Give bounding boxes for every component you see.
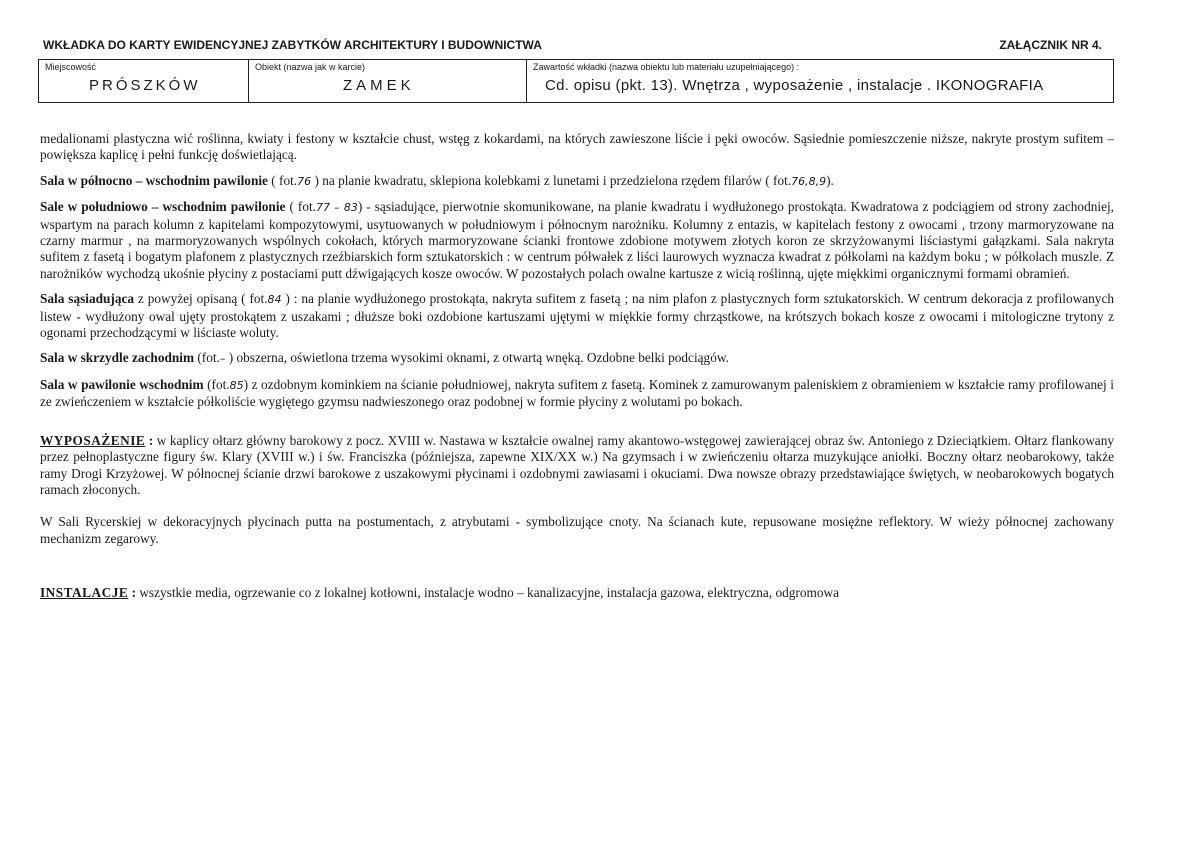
header-fields bbox=[38, 59, 1114, 103]
heading-west-wing: Sala w skrzydle zachodnim bbox=[40, 350, 195, 366]
paragraph-adjacent-hall bbox=[40, 291, 1114, 341]
text: (fot. bbox=[194, 350, 220, 366]
text: ) na planie kwadratu, sklepiona kolebkami z lunetami i przedzielona rzędem filarów ( fot. bbox=[311, 172, 792, 188]
photo-ref: – bbox=[219, 352, 226, 366]
text: (fot. bbox=[203, 376, 230, 392]
heading-adjacent-hall: Sala sąsiadująca bbox=[40, 291, 135, 307]
contents-label: Zawartość wkładki (nazwa obiektu lub materiału uzupełniającego) : bbox=[533, 62, 800, 72]
paragraph-furnishings bbox=[40, 433, 1114, 499]
contents-value: Cd. opisu (pkt. 13). Wnętrza , wyposażenie , instalacje . IKONOGRAFIA bbox=[545, 77, 1044, 94]
heading-furnishings: WYPOSAŻENIE bbox=[40, 432, 146, 448]
text: ) - sąsiadujące, pierwotnie skomunikowane, na planie kwadratu i wydłużonego prostokąta. Kwadratowa z podciągiem od strony zachodniej, wspartym na parach kolumn z kapitelami kompozytowymi, usytuowanych w południowym i północnym narożniku. Kolumny z entazis, w kapitelach festony z owocami , trzony marmoryzowane na czarny marmur , na marmoryzowanych wspólnych cokołach, których marmoryzowane ścianki frontowe zdobione motywem złotych koron ze skrzyżowanymi liściastymi gałązkami. Sala nakryta sufitem z fasetą i bogatym plafonem z plastycznych rzeźbiarskich form sztukatorskich : w centrum półwałek z liści laurowych wyznacza kwadrat z półkolami na każdym boku ; w półkolach muszle. Z narożników wychodzą ukośnie płyciny z postaciami putt dźwigających kosze owoców. W pozostałych polach owalne kartusze z wicią roślinną, ujęte miękkimi organicznymi formami obramień. bbox=[40, 199, 1114, 281]
text: ( fot. bbox=[267, 172, 298, 188]
text: wszystkie media, ogrzewanie co z lokalnej kotłowni, instalacje wodno – kanalizacyjne, instalacja gazowa, elektryczna, odgromowa bbox=[139, 585, 839, 601]
object-value: ZAMEK bbox=[343, 77, 415, 94]
annex-number: ZAŁĄCZNIK NR 4. bbox=[999, 38, 1102, 52]
text: ) obszerna, oświetlona trzema wysokimi oknami, z otwartą wnęką. Ozdobne belki podciągów. bbox=[225, 350, 729, 366]
place-field bbox=[39, 60, 249, 102]
place-label: Miejscowość bbox=[45, 62, 97, 72]
paragraph-chapel: medalionami plastyczna wić roślinna, kwiaty i festony w kształcie chust, wstęg z kokardami, na których zawieszone liście i pęki owoców. Sąsiednie pomieszczenie niższe, nakryte prostym sufitem – powiększa kaplicę i pełni funkcję doświetlającą. bbox=[40, 131, 1114, 163]
paragraph-knights-hall: W Sali Rycerskiej w dekoracyjnych płycinach putta na postumentach, z atrybutami - symbolizujące cnoty. Na ścianach kute, repusowane mosiężne reflektory. W wieży północnej zachowany mechanizm zegarowy. bbox=[40, 514, 1114, 546]
heading-east-pavilion: Sala w pawilonie wschodnim bbox=[40, 376, 204, 392]
text: ) : na planie wydłużonego prostokąta, nakryta sufitem z fasetą ; na nim plafon z plastycznych form sztukatorskich. W centrum dekoracja z profilowanych listew - wydłużony owal ujęty prostokątem z uszakami ; dłuższe boki ozdobione kartuszami ujętymi w miękkie formy chrząstkowe, na krótszych bokach kosze z owocami i mitologiczne trytony z ogonami przechodzącymi w liściaste woluty. bbox=[40, 291, 1114, 341]
heading-installations: INSTALACJE bbox=[40, 585, 129, 601]
photo-ref: 76,8,9 bbox=[791, 174, 827, 188]
text: ( fot. bbox=[285, 199, 316, 215]
document-title: WKŁADKA DO KARTY EWIDENCYJNEJ ZABYTKÓW ARCHITEKTURY I BUDOWNICTWA bbox=[43, 38, 542, 52]
paragraph-installations bbox=[40, 585, 1114, 601]
paragraph-east-pavilion bbox=[40, 377, 1114, 411]
separator: : bbox=[128, 585, 140, 601]
paragraph-west-wing bbox=[40, 350, 1114, 367]
photo-ref: 77 – 83 bbox=[315, 201, 358, 215]
text: w kaplicy ołtarz główny barokowy z pocz. XVIII w. Nastawa w kształcie owalnej ramy akantowo-wstęgowej zawierającej obraz św. Antoniego z Dzieciątkiem. Ołtarz flankowany przez pełnoplastyczne figury św. Klary (XVIII w.) i św. Franciszka (późniejsza, zapewne XIX/XX w.) Na gzymsach i w zwieńczeniu ołtarza muzykujące aniołki. Boczny ołtarz neobarokowy, także ramy Drogi Krzyżowej. W północnej ścianie drzwi barokowe z uszakowymi płycinami i ozdobnymi zawiasami i okuciami. Dwa nowsze obrazy przedstawiające świętych, w neobarokowych bogatych ramach złoconych. bbox=[40, 432, 1115, 497]
paragraph-se-pavilion bbox=[40, 199, 1114, 282]
contents-field bbox=[527, 60, 1113, 102]
object-label: Obiekt (nazwa jak w karcie) bbox=[255, 62, 366, 72]
photo-ref: 76 bbox=[297, 174, 312, 188]
place-value: PRÓSZKÓW bbox=[89, 77, 201, 94]
photo-ref: 85 bbox=[229, 378, 244, 392]
heading-se-pavilion: Sale w południowo – wschodnim pawilonie bbox=[40, 199, 286, 215]
object-field bbox=[249, 60, 527, 102]
document-body bbox=[40, 131, 1114, 611]
paragraph-ne-pavilion bbox=[40, 173, 1114, 190]
heading-ne-pavilion: Sala w północno – wschodnim pawilonie bbox=[40, 172, 268, 188]
text: z powyżej opisaną ( fot. bbox=[134, 291, 268, 307]
separator: : bbox=[145, 432, 157, 448]
text: ). bbox=[826, 172, 834, 188]
photo-ref: 84 bbox=[267, 293, 282, 307]
text: ) z ozdobnym kominkiem na ścianie południowej, nakryta sufitem z fasetą. Kominek z zamurowanym paleniskiem z obramieniem w kształcie ramy profilowanej i ze zwieńczeniem w kształcie półkoliście wygiętego gzymsu nadwieszonego oraz podobnej w formie płyciny z wolutami po bokach. bbox=[40, 376, 1114, 410]
